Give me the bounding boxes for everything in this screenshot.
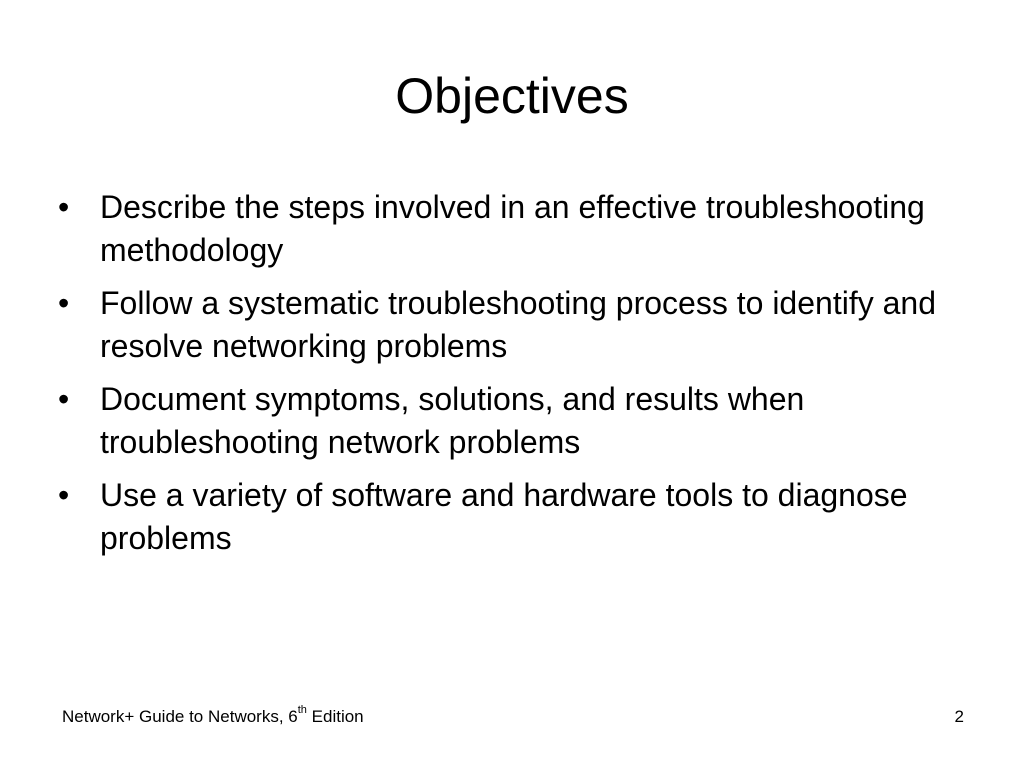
list-item xyxy=(58,186,958,272)
list-item xyxy=(58,474,958,560)
list-item xyxy=(58,282,958,368)
page-number: 2 xyxy=(954,707,964,726)
bullet-icon: • xyxy=(58,477,70,513)
bullet-text: Describe the steps involved in an effective troubleshooting methodology xyxy=(100,189,925,268)
list-item xyxy=(58,378,958,464)
bullet-icon: • xyxy=(58,189,70,225)
bullet-text: Use a variety of software and hardware tools to diagnose problems xyxy=(100,477,908,556)
footer-book-title xyxy=(62,706,364,728)
footer-superscript: th xyxy=(297,704,307,717)
footer-book-prefix: Network+ Guide to Networks, 6 xyxy=(62,707,298,726)
footer-book-suffix: Edition xyxy=(306,707,364,726)
objectives-list xyxy=(58,186,958,570)
slide-title: Objectives xyxy=(395,68,629,124)
bullet-text: Document symptoms, solutions, and results when troubleshooting network problems xyxy=(100,381,805,460)
bullet-icon: • xyxy=(58,381,70,417)
bullet-text: Follow a systematic troubleshooting process to identify and resolve networking problems xyxy=(100,285,936,364)
bullet-icon: • xyxy=(58,285,70,321)
